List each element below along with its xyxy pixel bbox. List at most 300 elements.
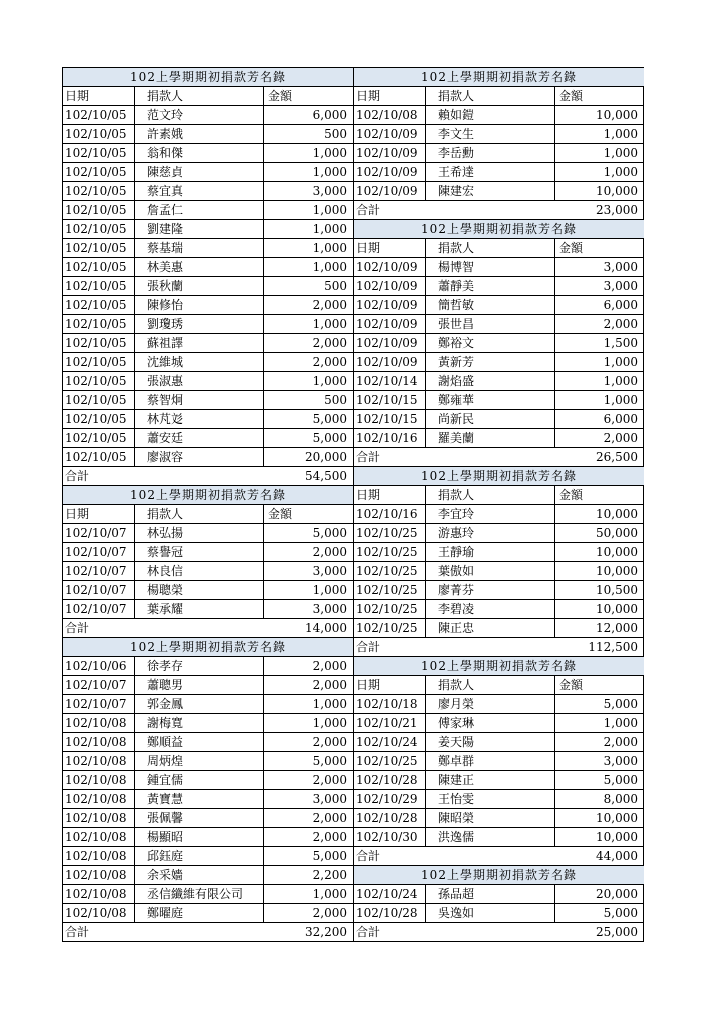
table-row [63,657,353,676]
cell-date: 102/10/18 [354,695,426,713]
table-row [354,277,644,296]
table-row [63,866,353,885]
cell-amount: 1,000 [312,260,347,274]
table-row [63,391,353,410]
table-row [63,714,353,733]
cell-amount: 5,000 [603,773,638,787]
cell-donor: 王怡雯 [426,790,555,808]
cell-date: 102/10/25 [354,752,426,770]
table-row [354,543,644,562]
cell-amount: 3,000 [603,279,638,293]
section-title: 102上學期期初捐款芳名錄 [63,486,353,505]
cell-date: 102/10/25 [354,562,426,580]
header-date: 日期 [354,87,426,105]
cell-date: 102/10/05 [63,429,135,447]
cell-donor: 廖淑容 [135,448,264,466]
header-date: 日期 [63,87,135,105]
table-row [63,600,353,619]
header-amount: 金額 [559,488,584,502]
cell-amount: 3,000 [312,564,347,578]
cell-amount: 2,000 [312,298,347,312]
header-row [354,239,644,258]
table-row [63,201,353,220]
cell-amount: 1,000 [603,146,638,160]
total-label: 合計 [65,621,90,635]
total-amount: 32,200 [305,925,347,939]
table-row [354,809,644,828]
cell-donor: 鄭裕文 [426,334,555,352]
table-row [63,771,353,790]
cell-amount: 1,000 [603,127,638,141]
cell-donor: 鄭順益 [135,733,264,751]
cell-donor: 劉瓊琇 [135,315,264,333]
cell-donor: 黃新芳 [426,353,555,371]
cell-date: 102/10/05 [63,277,135,295]
cell-date: 102/10/05 [63,106,135,124]
cell-donor: 陳修怡 [135,296,264,314]
table-row [63,885,353,904]
cell-donor: 鄭卓群 [426,752,555,770]
total-label: 合計 [356,450,381,464]
cell-amount: 6,000 [603,298,638,312]
cell-date: 102/10/08 [63,828,135,846]
table-row [63,144,353,163]
cell-amount: 2,000 [603,431,638,445]
cell-date: 102/10/07 [63,695,135,713]
header-date: 日期 [63,505,135,523]
cell-amount: 500 [324,127,347,141]
cell-amount: 10,000 [596,545,638,559]
cell-donor: 姜天陽 [426,733,555,751]
cell-donor: 鍾宜儒 [135,771,264,789]
table-row [63,277,353,296]
cell-donor: 羅美蘭 [426,429,555,447]
table-row [354,258,644,277]
cell-donor: 蕭靜美 [426,277,555,295]
cell-amount: 5,000 [312,754,347,768]
total-row [354,448,644,467]
cell-donor: 劉建隆 [135,220,264,238]
cell-donor: 丞信纖維有限公司 [135,885,264,903]
table-row [63,125,353,144]
cell-donor: 蘇祖譯 [135,334,264,352]
left-column [63,68,353,941]
cell-amount: 2,000 [312,678,347,692]
cell-amount: 1,000 [312,241,347,255]
cell-date: 102/10/08 [63,714,135,732]
total-row [63,467,353,486]
cell-amount: 1,000 [603,165,638,179]
cell-date: 102/10/09 [354,163,426,181]
header-date: 日期 [354,676,426,694]
section-title: 102上學期期初捐款芳名錄 [63,638,353,657]
cell-donor: 鄭曜庭 [135,904,264,922]
cell-amount: 3,000 [603,754,638,768]
cell-date: 102/10/07 [63,543,135,561]
cell-date: 102/10/08 [354,106,426,124]
cell-amount: 2,000 [312,830,347,844]
cell-donor: 簡哲敏 [426,296,555,314]
cell-amount: 3,000 [312,602,347,616]
cell-donor: 陳慈貞 [135,163,264,181]
table-row [354,714,644,733]
header-amount: 金額 [268,507,293,521]
table-row [354,524,644,543]
header-row [63,87,353,106]
cell-date: 102/10/08 [63,847,135,865]
cell-donor: 李岳勳 [426,144,555,162]
cell-date: 102/10/28 [354,904,426,922]
cell-date: 102/10/08 [63,733,135,751]
cell-donor: 郭金鳳 [135,695,264,713]
cell-date: 102/10/28 [354,771,426,789]
cell-donor: 張佩馨 [135,809,264,827]
cell-donor: 沈維城 [135,353,264,371]
table-row [354,296,644,315]
total-amount: 112,500 [588,640,638,654]
table-row [354,600,644,619]
cell-donor: 葉承耀 [135,600,264,618]
table-row [63,163,353,182]
cell-donor: 蕭聰男 [135,676,264,694]
header-donor: 捐款人 [426,676,555,694]
table-row [63,220,353,239]
section-title: 102上學期期初捐款芳名錄 [354,657,644,676]
cell-date: 102/10/25 [354,619,426,637]
cell-amount: 1,000 [312,716,347,730]
cell-donor: 游惠玲 [426,524,555,542]
total-row [63,619,353,638]
cell-amount: 6,000 [312,108,347,122]
table-row [354,828,644,847]
cell-donor: 周炳煌 [135,752,264,770]
section-title: 102上學期期初捐款芳名錄 [354,68,644,87]
cell-date: 102/10/09 [354,125,426,143]
header-amount: 金額 [268,89,293,103]
cell-donor: 李文生 [426,125,555,143]
cell-amount: 20,000 [596,887,638,901]
cell-amount: 5,000 [312,526,347,540]
cell-amount: 2,000 [312,906,347,920]
cell-amount: 1,000 [312,374,347,388]
cell-date: 102/10/09 [354,296,426,314]
cell-date: 102/10/05 [63,334,135,352]
header-amount: 金額 [559,89,584,103]
table-row [63,448,353,467]
total-label: 合計 [356,203,381,217]
table-row [354,790,644,809]
cell-amount: 1,000 [312,222,347,236]
cell-donor: 廖月榮 [426,695,555,713]
cell-date: 102/10/08 [63,904,135,922]
cell-date: 102/10/09 [354,315,426,333]
section-title: 102上學期期初捐款芳名錄 [354,866,644,885]
header-row [354,87,644,106]
cell-amount: 12,000 [596,621,638,635]
table-row [354,505,644,524]
table-row [354,429,644,448]
table-row [63,562,353,581]
cell-amount: 2,000 [312,773,347,787]
cell-date: 102/10/24 [354,885,426,903]
cell-amount: 1,000 [312,165,347,179]
table-row [63,809,353,828]
cell-amount: 3,000 [312,792,347,806]
cell-amount: 1,500 [603,336,638,350]
header-donor: 捐款人 [426,87,555,105]
total-amount: 54,500 [305,469,347,483]
table-row [63,258,353,277]
cell-date: 102/10/05 [63,220,135,238]
cell-amount: 2,000 [312,336,347,350]
cell-date: 102/10/25 [354,524,426,542]
table-row [63,790,353,809]
cell-donor: 張世昌 [426,315,555,333]
cell-amount: 10,000 [596,602,638,616]
cell-amount: 1,000 [603,716,638,730]
cell-amount: 1,000 [312,203,347,217]
cell-amount: 8,000 [603,792,638,806]
cell-amount: 3,000 [312,184,347,198]
cell-amount: 5,000 [312,412,347,426]
header-row [63,505,353,524]
header-date: 日期 [354,239,426,257]
cell-donor: 詹孟仁 [135,201,264,219]
table-row [354,372,644,391]
cell-donor: 洪逸儒 [426,828,555,846]
cell-date: 102/10/05 [63,201,135,219]
cell-donor: 黃寶慧 [135,790,264,808]
cell-date: 102/10/08 [63,790,135,808]
cell-amount: 500 [324,279,347,293]
cell-date: 102/10/08 [63,771,135,789]
cell-donor: 林弘揚 [135,524,264,542]
cell-donor: 尚新民 [426,410,555,428]
cell-donor: 陳建宏 [426,182,555,200]
cell-date: 102/10/29 [354,790,426,808]
cell-date: 102/10/05 [63,372,135,390]
table-row [63,904,353,923]
table-row [63,334,353,353]
table-row [63,581,353,600]
cell-donor: 王希達 [426,163,555,181]
cell-date: 102/10/24 [354,733,426,751]
total-label: 合計 [356,849,381,863]
cell-date: 102/10/14 [354,372,426,390]
cell-date: 102/10/09 [354,334,426,352]
cell-date: 102/10/06 [63,657,135,675]
cell-amount: 3,000 [603,260,638,274]
cell-donor: 吳逸如 [426,904,555,922]
table-row [354,410,644,429]
cell-date: 102/10/09 [354,277,426,295]
cell-donor: 廖菁芬 [426,581,555,599]
total-row [354,923,644,941]
table-row [63,410,353,429]
table-row [354,752,644,771]
header-donor: 捐款人 [426,486,555,504]
cell-amount: 10,500 [596,583,638,597]
total-amount: 14,000 [305,621,347,635]
cell-amount: 1,000 [312,146,347,160]
cell-amount: 2,000 [312,659,347,673]
cell-date: 102/10/05 [63,315,135,333]
cell-amount: 2,000 [603,317,638,331]
cell-donor: 蔡智炯 [135,391,264,409]
table-row [63,182,353,201]
cell-date: 102/10/05 [63,182,135,200]
cell-date: 102/10/09 [354,144,426,162]
table-row [63,429,353,448]
cell-date: 102/10/15 [354,410,426,428]
table-row [354,562,644,581]
cell-donor: 李碧凌 [426,600,555,618]
table-row [63,828,353,847]
cell-date: 102/10/07 [63,562,135,580]
cell-donor: 楊聰榮 [135,581,264,599]
cell-date: 102/10/28 [354,809,426,827]
cell-date: 102/10/05 [63,448,135,466]
right-column [353,68,644,941]
table-row [354,334,644,353]
header-amount: 金額 [559,241,584,255]
cell-donor: 王靜瑜 [426,543,555,561]
cell-date: 102/10/05 [63,163,135,181]
cell-donor: 楊博智 [426,258,555,276]
cell-amount: 20,000 [305,450,347,464]
cell-date: 102/10/09 [354,353,426,371]
header-donor: 捐款人 [135,505,264,523]
cell-donor: 鄭雍華 [426,391,555,409]
table-row [354,125,644,144]
total-amount: 44,000 [596,849,638,863]
cell-date: 102/10/25 [354,600,426,618]
table-row [63,695,353,714]
table-row [63,752,353,771]
cell-amount: 1,000 [312,697,347,711]
table-row [63,733,353,752]
table-row [354,353,644,372]
cell-date: 102/10/05 [63,125,135,143]
table-row [354,771,644,790]
cell-amount: 1,000 [312,583,347,597]
table-row [354,733,644,752]
cell-date: 102/10/08 [63,752,135,770]
cell-donor: 孫品超 [426,885,555,903]
cell-donor: 翁和傑 [135,144,264,162]
cell-donor: 楊顯昭 [135,828,264,846]
header-row [354,486,644,505]
table-row [354,904,644,923]
cell-date: 102/10/05 [63,144,135,162]
table-row [354,144,644,163]
cell-donor: 傅家琳 [426,714,555,732]
table-row [354,581,644,600]
table-row [354,163,644,182]
cell-donor: 蔡宜真 [135,182,264,200]
cell-amount: 10,000 [596,108,638,122]
header-amount: 金額 [559,678,584,692]
total-amount: 26,500 [596,450,638,464]
cell-date: 102/10/25 [354,543,426,561]
table-row [354,182,644,201]
cell-date: 102/10/05 [63,410,135,428]
header-donor: 捐款人 [135,87,264,105]
total-row [354,201,644,220]
table-row [354,695,644,714]
cell-amount: 1,000 [603,374,638,388]
table-row [63,676,353,695]
cell-date: 102/10/09 [354,258,426,276]
cell-date: 102/10/05 [63,353,135,371]
table-row [354,885,644,904]
cell-date: 102/10/09 [354,182,426,200]
cell-amount: 5,000 [312,431,347,445]
cell-donor: 徐孝存 [135,657,264,675]
cell-donor: 林芃彣 [135,410,264,428]
header-row [354,676,644,695]
cell-date: 102/10/05 [63,258,135,276]
cell-amount: 5,000 [603,697,638,711]
header-date: 日期 [354,486,426,504]
cell-date: 102/10/07 [63,600,135,618]
cell-amount: 2,000 [312,811,347,825]
cell-donor: 陳昭榮 [426,809,555,827]
cell-donor: 李宜玲 [426,505,555,523]
table-row [63,315,353,334]
cell-amount: 10,000 [596,811,638,825]
table-row [63,524,353,543]
cell-donor: 陳建正 [426,771,555,789]
cell-date: 102/10/07 [63,676,135,694]
cell-amount: 10,000 [596,564,638,578]
table-row [63,106,353,125]
cell-donor: 林美惠 [135,258,264,276]
cell-date: 102/10/05 [63,239,135,257]
total-label: 合計 [356,925,381,939]
cell-donor: 謝焰盛 [426,372,555,390]
total-amount: 23,000 [596,203,638,217]
donor-list-sheet [62,67,644,942]
cell-amount: 2,000 [312,735,347,749]
cell-donor: 林良信 [135,562,264,580]
cell-amount: 1,000 [312,317,347,331]
cell-amount: 2,000 [603,735,638,749]
cell-date: 102/10/07 [63,524,135,542]
cell-date: 102/10/05 [63,296,135,314]
cell-donor: 張秋蘭 [135,277,264,295]
cell-amount: 1,000 [603,393,638,407]
total-row [354,638,644,657]
cell-amount: 500 [324,393,347,407]
cell-amount: 10,000 [596,184,638,198]
table-row [354,315,644,334]
cell-donor: 蔡基瑞 [135,239,264,257]
cell-donor: 葉傲如 [426,562,555,580]
cell-date: 102/10/08 [63,885,135,903]
table-row [63,296,353,315]
cell-donor: 余采嬙 [135,866,264,884]
cell-amount: 1,000 [603,355,638,369]
table-row [354,391,644,410]
cell-donor: 蔡譽冠 [135,543,264,561]
cell-date: 102/10/08 [63,866,135,884]
cell-amount: 5,000 [603,906,638,920]
cell-donor: 范文玲 [135,106,264,124]
table-row [63,847,353,866]
cell-amount: 10,000 [596,507,638,521]
cell-amount: 50,000 [596,526,638,540]
